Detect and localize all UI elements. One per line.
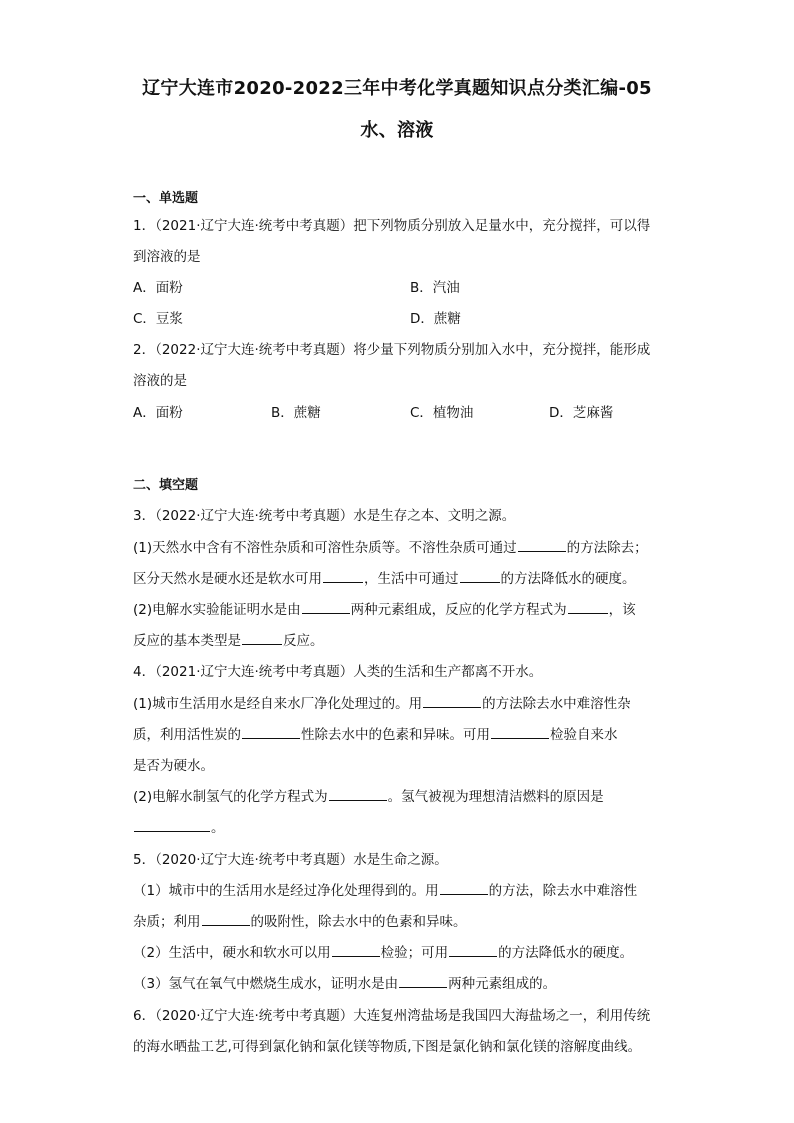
question-1-option-a: A．面粉 — [133, 280, 183, 296]
question-2-option-b: B．蔗糖 — [271, 405, 321, 421]
question-3-line-3 — [133, 598, 636, 618]
answer-blank — [242, 631, 282, 645]
text-span: 检验自来水 — [550, 727, 618, 743]
text-span: 的方法除去； — [566, 540, 648, 556]
answer-blank — [302, 600, 350, 614]
question-4-stem: 4．（2021·辽宁大连·统考中考真题）人类的生活和生产都离不开水。 — [133, 664, 543, 680]
question-3-stem: 3．（2022·辽宁大连·统考中考真题）水是生存之本、文明之源。 — [133, 508, 516, 524]
text-span: （3）氢气在氧气中燃烧生成水，证明水是由 — [133, 976, 399, 992]
text-span: 的吸附性，除去水中的色素和异味。 — [250, 914, 467, 930]
text-span: 。氢气被视为理想清洁燃料的原因是 — [387, 789, 604, 805]
question-5-line-4 — [133, 972, 556, 992]
question-1-stem: 1．（2021·辽宁大连·统考中考真题）把下列物质分别放入足量水中，充分搅拌，可以得 — [133, 218, 651, 234]
text-span: 。 — [211, 820, 225, 836]
question-5-line-2 — [133, 910, 467, 930]
answer-blank — [323, 569, 363, 583]
question-2-option-c: C．植物油 — [410, 405, 474, 421]
answer-blank — [329, 787, 387, 801]
question-1-option-d: D．蔗糖 — [410, 311, 461, 327]
question-3-line-2 — [133, 567, 636, 587]
text-span: ，该 — [608, 602, 636, 618]
question-2-option-a: A．面粉 — [133, 405, 183, 421]
document-title-line1: 辽宁大连市2020-2022三年中考化学真题知识点分类汇编-05 — [142, 78, 652, 99]
question-4-line-5 — [133, 816, 225, 836]
answer-blank — [440, 881, 488, 895]
text-span: 的方法，除去水中难溶性 — [488, 883, 638, 899]
question-5-line-3 — [133, 941, 633, 961]
question-6-stem: 6．（2020·辽宁大连·统考中考真题）大连复州湾盐场是我国四大海盐场之一，利用传统 — [133, 1008, 651, 1024]
answer-blank — [242, 725, 300, 739]
answer-blank — [518, 538, 566, 552]
answer-blank — [423, 694, 481, 708]
section-heading-single-choice: 一、单选题 — [133, 191, 199, 206]
text-span: ，生活中可通过 — [364, 571, 459, 587]
text-span: （1）城市中的生活用水是经过净化处理得到的。用 — [133, 883, 439, 899]
text-span: 反应。 — [283, 633, 324, 649]
question-6-stem-cont: 的海水晒盐工艺,可得到氯化钠和氯化镁等物质,下图是氯化钠和氯化镁的溶解度曲线。 — [133, 1039, 642, 1055]
answer-blank — [449, 943, 497, 957]
text-span: (1)天然水中含有不溶性杂质和可溶性杂质等。不溶性杂质可通过 — [133, 540, 517, 556]
question-1-option-c: C．豆浆 — [133, 311, 183, 327]
answer-blank — [460, 569, 500, 583]
question-1-option-b: B．汽油 — [410, 280, 460, 296]
answer-blank — [399, 974, 447, 988]
text-span: 区分天然水是硬水还是软水可用 — [133, 571, 322, 587]
text-span: 杂质；利用 — [133, 914, 201, 930]
text-span: 的方法降低水的硬度。 — [500, 571, 636, 587]
question-1-stem-cont: 到溶液的是 — [133, 249, 201, 265]
question-4-line-2 — [133, 723, 618, 743]
question-2-stem-cont: 溶液的是 — [133, 373, 187, 389]
text-span: 的方法除去水中难溶性杂 — [482, 696, 631, 712]
answer-blank — [202, 912, 250, 926]
question-2-option-d: D．芝麻酱 — [549, 405, 614, 421]
answer-blank — [332, 943, 380, 957]
text-span: 两种元素组成的。 — [448, 976, 557, 992]
text-span: (2)电解水实验能证明水是由 — [133, 602, 301, 618]
text-span: 质，利用活性炭的 — [133, 727, 241, 743]
text-span: （2）生活中，硬水和软水可以用 — [133, 945, 331, 961]
question-4-line-1 — [133, 692, 631, 712]
answer-blank — [568, 600, 608, 614]
text-span: (1)城市生活用水是经自来水厂净化处理过的。用 — [133, 696, 423, 712]
document-title-line2: 水、溶液 — [360, 120, 434, 141]
question-3-line-1 — [133, 536, 648, 556]
question-3-line-4 — [133, 629, 324, 649]
text-span: 反应的基本类型是 — [133, 633, 241, 649]
text-span: 性除去水中的色素和异味。可用 — [301, 727, 490, 743]
text-span: 检验；可用 — [380, 945, 449, 961]
question-2-stem: 2．（2022·辽宁大连·统考中考真题）将少量下列物质分别加入水中，充分搅拌，能形成 — [133, 342, 651, 358]
answer-blank — [491, 725, 549, 739]
question-4-line-3: 是否为硬水。 — [133, 758, 214, 774]
question-5-stem: 5．（2020·辽宁大连·统考中考真题）水是生命之源。 — [133, 852, 448, 868]
question-5-line-1 — [133, 879, 637, 899]
text-span: 两种元素组成，反应的化学方程式为 — [350, 602, 567, 618]
section-heading-fill-blank: 二、填空题 — [133, 478, 199, 493]
question-4-line-4 — [133, 785, 604, 805]
text-span: 的方法降低水的硬度。 — [498, 945, 634, 961]
answer-blank — [134, 818, 210, 832]
text-span: (2)电解水制氢气的化学方程式为 — [133, 789, 328, 805]
